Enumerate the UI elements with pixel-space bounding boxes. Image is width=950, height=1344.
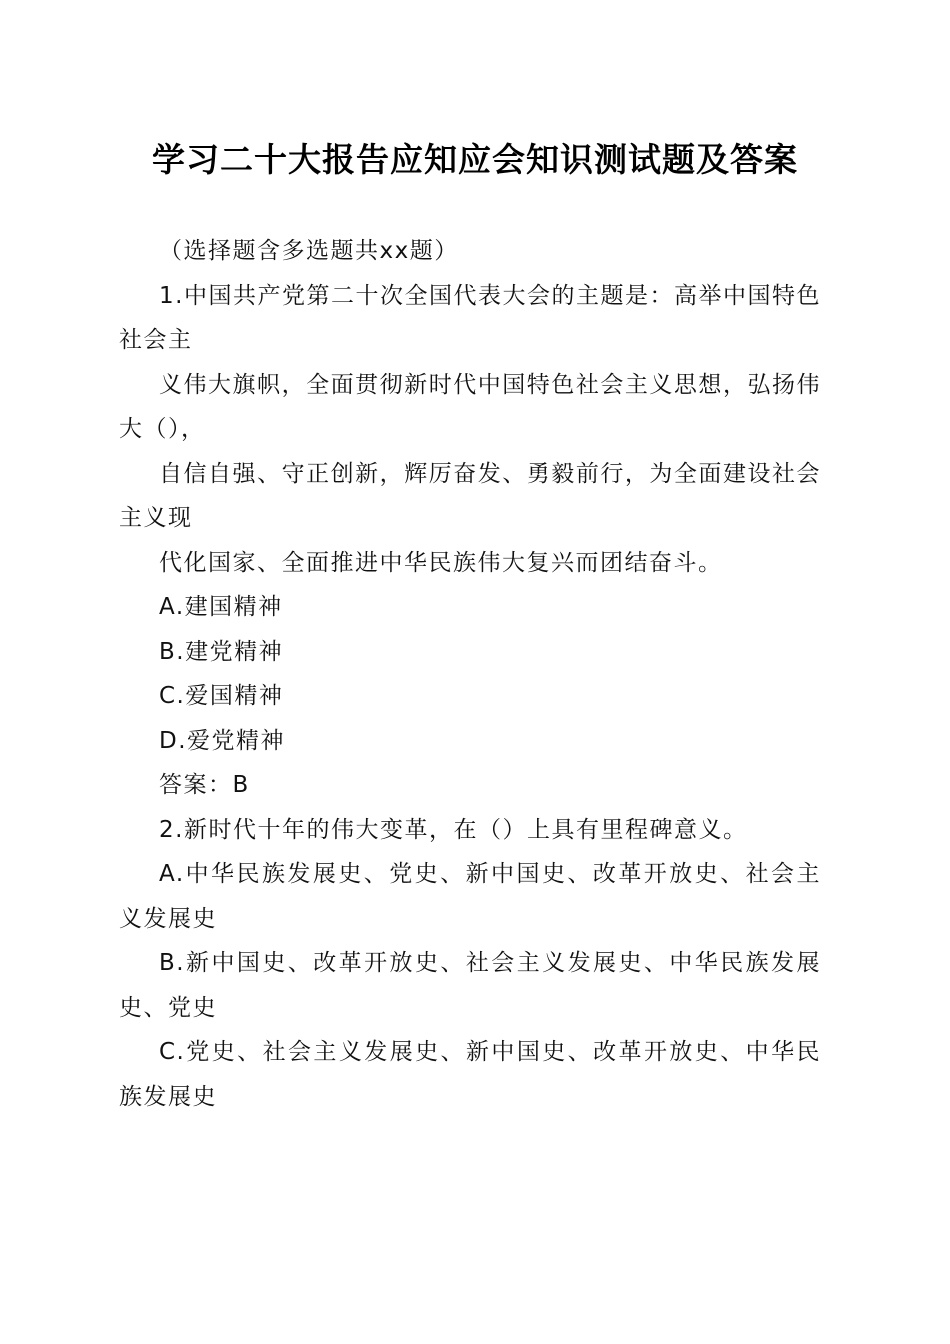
- question-1-line-4: 代化国家、全面推进中华民族伟大复兴而团结奋斗。: [159, 549, 723, 576]
- question-2-option-c: C.党史、社会主义发展史、新中国史、改革开放史、中华民族发展史: [119, 1039, 821, 1110]
- question-1-option-c: C.爱国精神: [159, 683, 284, 709]
- question-1-line-2: 义伟大旗帜，全面贯彻新时代中国特色社会主义思想，弘扬伟大（），: [119, 371, 821, 442]
- question-1-answer: 答案：B: [159, 772, 250, 798]
- question-1-option-b: B.建党精神: [159, 638, 284, 665]
- question-1-option-d: D.爱党精神: [159, 727, 286, 754]
- question-2-stem: 2.新时代十年的伟大变革，在（）上具有里程碑意义。: [159, 816, 748, 843]
- document-body: [119, 229, 821, 1119]
- question-1-line-3: 自信自强、守正创新，辉厉奋发、勇毅前行，为全面建设社会主义现: [119, 460, 821, 531]
- document-title: 学习二十大报告应知应会知识测试题及答案: [152, 140, 798, 179]
- intro-note: （选择题含多选题共xx题）: [159, 238, 459, 264]
- question-1-line-1: 1.中国共产党第二十次全国代表大会的主题是：高举中国特色社会主: [119, 282, 821, 353]
- question-2-option-a: A.中华民族发展史、党史、新中国史、改革开放史、社会主义发展史: [119, 861, 821, 932]
- question-2-option-b: B.新中国史、改革开放史、社会主义发展史、中华民族发展史、党史: [119, 950, 821, 1021]
- question-1-option-a: A.建国精神: [159, 594, 283, 620]
